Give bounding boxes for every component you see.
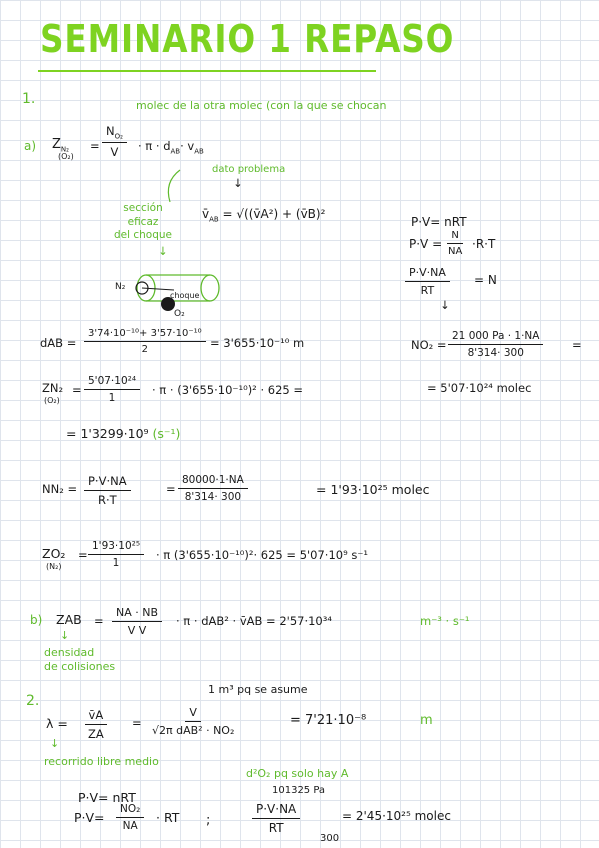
note-other-molec: molec de la otra molec (con la que se chocan — [136, 99, 387, 112]
z-result: = 1'3299·10⁹ (s⁻¹) — [66, 426, 181, 441]
label-choque: choque — [170, 291, 200, 300]
part-b-label: b) — [30, 613, 43, 627]
section-2-number: 2. — [26, 693, 40, 709]
temp-300: 300 — [320, 833, 340, 844]
dab-result: = 3'655·10⁻¹⁰ m — [210, 336, 305, 350]
arrow-densidad: ↓ — [60, 629, 70, 642]
note-101325: 101325 Pa — [272, 785, 326, 796]
lambda-fraction-2: V √2π dAB² · NO₂ — [152, 706, 235, 737]
z-rest: · $\pi \cdot d_{AB}\cdot v_{AB}$ — [138, 139, 204, 156]
z-denominator: V — [110, 145, 119, 160]
pv-s2-a: P·V= — [74, 810, 105, 825]
zn2-lhs: ZN₂ — [42, 381, 64, 395]
dab-lhs: dAB = — [40, 336, 77, 350]
section-1-number: 1. — [22, 91, 36, 107]
lambda-eq-1: = — [132, 716, 142, 730]
zn2-under: (O₂) — [44, 396, 60, 405]
arrow-seccion — [160, 168, 190, 208]
note-seccion-eficaz: sección eficaz del choque — [114, 202, 173, 242]
pv-s2-fraction: $\frac{\text{NO₂}}{NA}$ — [116, 803, 144, 832]
pv-eq-3: = N — [474, 273, 497, 287]
arrow-down-2: ↓ — [440, 298, 450, 312]
nn2-fraction-1: $\frac{P\cdot V\cdot NA}{R\cdot T}$ — [84, 474, 131, 507]
zo2-lhs: ZO₂ — [42, 546, 66, 561]
no2-fraction: $\frac{21 000 Pa \cdot 1\cdot NA}{8'314\cdot 300}$ — [448, 330, 543, 359]
nn2-lhs: NN₂ = — [42, 482, 78, 496]
lambda-unit: m — [420, 713, 433, 728]
no2-lhs: NO₂ = — [411, 338, 447, 352]
no2-eq: = — [572, 338, 582, 352]
zn2-rest: · π · (3'655·10⁻¹⁰)² · 625 = — [152, 383, 303, 397]
note-dato-problema: dato problema — [212, 164, 286, 175]
vab-eq: $v̄_{AB}$ = √((v̄A²) + (v̄B)² — [202, 207, 326, 224]
arrow-down-1: ↓ — [233, 176, 243, 190]
pv-eq-2b: ·R·T — [472, 237, 496, 251]
part-a-label: a) — [24, 139, 37, 153]
z-numerator: $N_{O_2}$ — [102, 124, 127, 143]
pv-nrt-1: P·V= nRT — [411, 215, 467, 229]
label-o2: O₂ — [174, 309, 185, 319]
note-recorrido: recorrido libre medio — [44, 755, 159, 768]
arrow-recorrido: ↓ — [50, 737, 60, 750]
zo2-under: (N₂) — [46, 562, 62, 571]
nn2-eq: = — [166, 482, 176, 496]
zo2-eq: = — [78, 548, 88, 562]
note-d-o2: d²O₂ pq solo hay A — [246, 767, 349, 780]
zn2-fraction: $\frac{\text{5'07·10²⁴}}{1}$ — [84, 375, 140, 404]
no2-result: = 5'07·10²⁴ molec — [427, 381, 532, 395]
lambda-fraction-1: $\frac{v̄A}{ZA}$ — [84, 708, 108, 741]
zab-rest: · π · dAB² · v̄AB = 2'57·10³⁴ — [176, 614, 332, 628]
pv-frac-3: $\frac{P\cdot V\cdot NA}{RT}$ — [405, 266, 450, 297]
page-title: SEMINARIO 1 REPASO — [40, 17, 455, 61]
nn2-fraction-2: $\frac{80000\cdot 1\cdot NA}{8'314\cdot 300}$ — [178, 474, 248, 503]
zo2-fraction: $\frac{\text{1'93·10²⁵}}{1}$ — [88, 540, 144, 569]
arrow-down-green: ↓ — [158, 244, 168, 258]
zab-eq: = — [94, 614, 104, 628]
z-fraction — [102, 124, 127, 159]
zab-fraction: $\frac{NA \cdot NB}{\text{V V}}$ — [112, 606, 162, 637]
title-underline — [38, 70, 376, 72]
semicolon: ; — [206, 813, 211, 828]
note-densidad: densidad de colisiones — [44, 646, 116, 674]
lambda-lhs: λ = — [46, 716, 68, 731]
final-fraction: $\frac{P\cdot V\cdot NA}{RT}$ — [252, 802, 300, 835]
label-n2: N₂ — [115, 282, 126, 292]
pv-s2-b: · RT — [156, 810, 180, 825]
z-lhs: $Z_{N_2}$ — [52, 137, 69, 154]
pv-frac-2: $\frac{N}{NA}$ — [448, 230, 463, 257]
z-lhs-under: (O₂) — [58, 152, 74, 161]
dab-fraction: $\frac{\text{3'74·10⁻¹⁰+ 3'57·10⁻¹⁰}}{2}$ — [84, 328, 206, 355]
nn2-result: = 1'93·10²⁵ molec — [316, 482, 430, 497]
lambda-result: = 7'21·10⁻⁸ — [290, 713, 367, 728]
zab-lhs: ZAB — [56, 612, 82, 627]
pv-eq-2a: P·V = — [409, 237, 443, 251]
zo2-rest: · π (3'655·10⁻¹⁰)²· 625 = 5'07·10⁹ s⁻¹ — [156, 548, 369, 562]
final-result: = 2'45·10²⁵ molec — [342, 809, 451, 823]
zn2-eq: = — [72, 383, 82, 397]
note-asume: 1 m³ pq se asume — [208, 683, 308, 696]
z-eq: = — [90, 139, 100, 153]
pv-nrt-s2: P·V= nRT — [78, 790, 136, 805]
zab-unit: m⁻³ · s⁻¹ — [420, 614, 470, 628]
